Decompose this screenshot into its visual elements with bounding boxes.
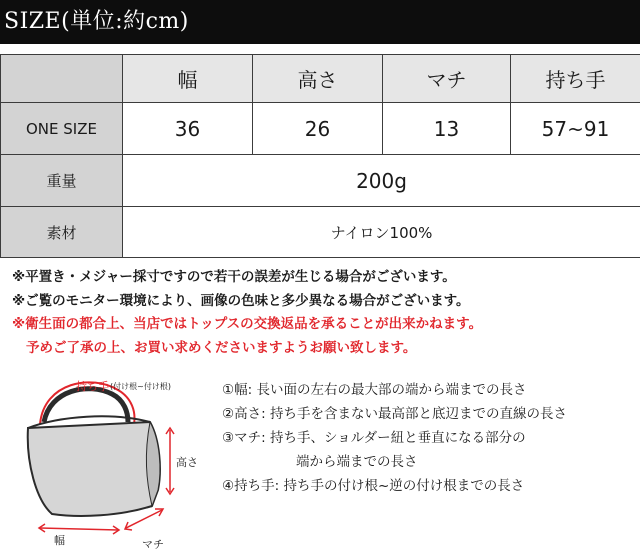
bag-diagram — [0, 370, 210, 556]
size-table — [0, 54, 640, 258]
definition-height: ②高さ: 持ち手を含まない最高部と底辺までの直線の長さ — [222, 406, 567, 422]
note-apology: 予めご了承の上、お買い求めくださいますようお願い致します。 — [26, 339, 417, 356]
definition-handle: ④持ち手: 持ち手の付け根~逆の付け根までの長さ — [222, 478, 525, 494]
diagram-width-label: 幅 — [54, 534, 65, 547]
width-measure-line — [40, 528, 118, 530]
cell-width-value: 36 — [123, 103, 253, 155]
definition-gusset-continued: 端から端までの長さ — [296, 454, 418, 470]
cell-handle-value: 57~91 — [511, 103, 640, 155]
diagram-height-label: 高さ — [176, 456, 198, 469]
table-row — [1, 207, 640, 258]
diagram-handle-label: 持ち手 — [76, 380, 109, 393]
column-header-height: 高さ — [253, 55, 383, 103]
definition-gusset: ③マチ: 持ち手、ショルダー紐と垂直になる部分の — [222, 430, 526, 446]
diagram-handle-note: (付け根~付け根) — [110, 382, 171, 391]
column-header-gusset: マチ — [383, 55, 511, 103]
cell-height-value: 26 — [253, 103, 383, 155]
cell-weight-value: 200g — [123, 155, 640, 207]
page-title: SIZE(単位:約cm) — [0, 0, 640, 44]
row-header-material: 素材 — [1, 207, 123, 258]
table-corner-cell — [1, 55, 123, 103]
note-return-policy: ※衛生面の都合上、当店ではトップスの交換返品を承ることが出来かねます。 — [12, 316, 483, 332]
note-measurement: ※平置き・メジャー採寸ですので若干の誤差が生じる場合がございます。 — [12, 269, 456, 285]
row-header-weight: 重量 — [1, 155, 123, 207]
note-monitor: ※ご覧のモニター環境により、画像の色味と多少異なる場合がございます。 — [12, 292, 470, 309]
cell-material-value: ナイロン100% — [123, 207, 640, 258]
notes-block — [12, 266, 632, 360]
table-row — [1, 155, 640, 207]
bag-body — [28, 422, 160, 516]
definition-width: ①幅: 長い面の左右の最大部の端から端までの長さ — [222, 382, 527, 398]
table-row — [1, 103, 640, 155]
column-header-handle: 持ち手 — [511, 55, 640, 103]
diagram-gusset-label: マチ — [142, 538, 164, 551]
table-header-row — [1, 55, 640, 103]
gusset-measure-line — [126, 510, 162, 528]
row-header-one-size: ONE SIZE — [1, 103, 123, 155]
definitions-list — [222, 378, 637, 498]
cell-gusset-value: 13 — [383, 103, 511, 155]
column-header-width: 幅 — [123, 55, 253, 103]
